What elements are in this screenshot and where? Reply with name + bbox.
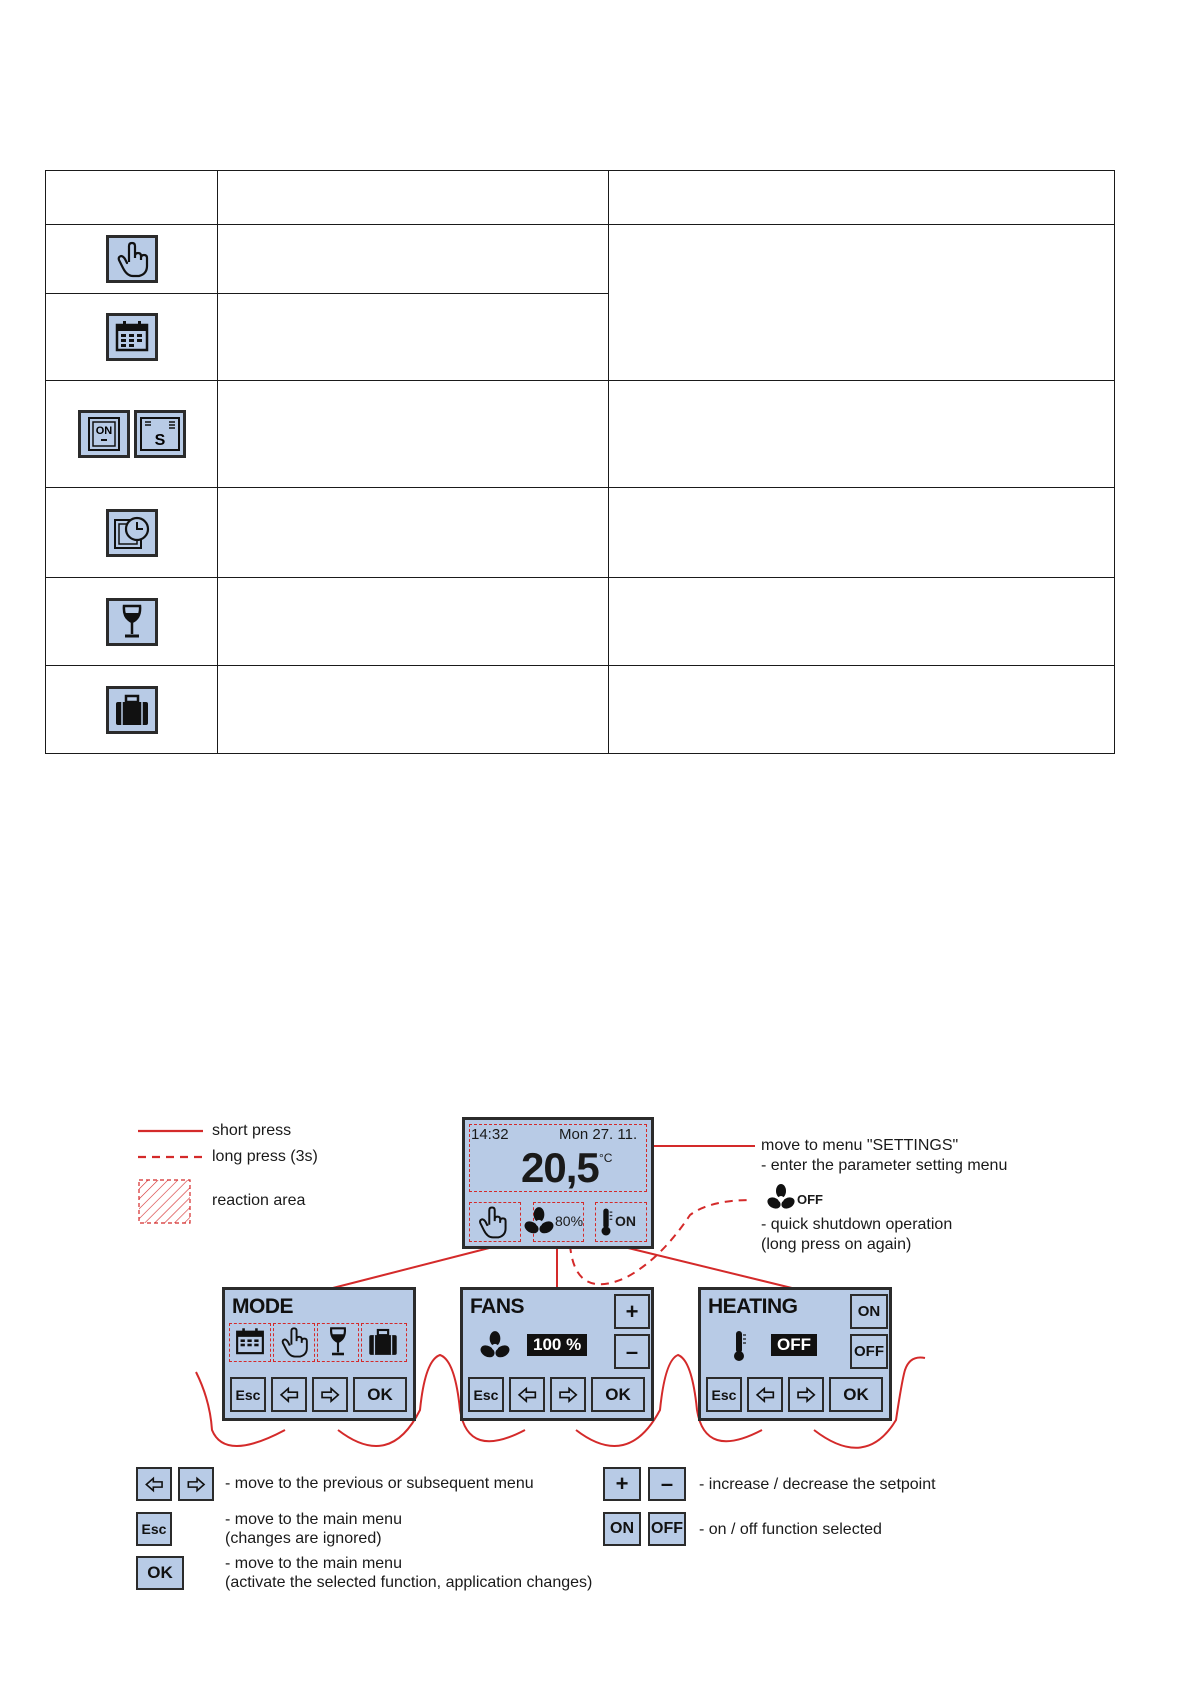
mode-holiday-option[interactable] (361, 1323, 407, 1362)
hand-icon (470, 1203, 514, 1241)
clock-icon (106, 509, 158, 557)
schedule-s-icon (134, 410, 186, 458)
glass-icon (106, 598, 158, 646)
on-icon (78, 410, 130, 458)
ok-explanation-sub: (activate the selected function, application changes) (225, 1574, 593, 1591)
heating-title: HEATING (708, 1295, 798, 1318)
svg-text:S: S (154, 432, 165, 449)
mode-prev-button[interactable] (271, 1377, 307, 1412)
table-row-desc (218, 578, 609, 666)
mode-manual-option[interactable] (273, 1323, 315, 1362)
heating-value: OFF (771, 1334, 817, 1356)
fans-value: 100 % (527, 1334, 587, 1356)
fan-off-label: OFF (797, 1192, 823, 1207)
table-row-desc (218, 381, 609, 488)
legend-on-key: ON (603, 1512, 641, 1546)
quick-shutdown-annotation: - quick shutdown operation (761, 1216, 953, 1233)
table-row-note (609, 578, 1115, 666)
mode-reaction-area[interactable] (469, 1202, 521, 1242)
fans-ok-button[interactable]: OK (591, 1377, 645, 1412)
mode-table (45, 170, 1115, 754)
table-row (46, 225, 1115, 294)
fans-screen (460, 1287, 654, 1421)
mode-calendar-option[interactable] (229, 1323, 271, 1362)
fans-minus-button[interactable]: – (614, 1334, 650, 1369)
suitcase-icon (106, 686, 158, 734)
table-header-row (46, 171, 1115, 225)
clock-time: 14:32 (471, 1126, 509, 1143)
table-header-icon (46, 171, 218, 225)
heating-esc-button[interactable]: Esc (706, 1377, 742, 1412)
heating-prev-button[interactable] (747, 1377, 783, 1412)
ok-explanation: - move to the main menu (225, 1555, 402, 1572)
arrows-explanation: - move to the previous or subsequent menu (225, 1475, 534, 1492)
table-row (46, 488, 1115, 578)
arrow-right-icon (795, 1384, 817, 1406)
thermometer-icon (729, 1328, 749, 1364)
settings-annotation: move to menu "SETTINGS" (761, 1137, 959, 1154)
arrow-left-icon (278, 1384, 300, 1406)
arrow-right-icon (557, 1384, 579, 1406)
table-row-desc (218, 294, 609, 381)
hand-icon (274, 1324, 314, 1360)
thermometer-icon (597, 1206, 615, 1238)
legend-short-press: short press (212, 1122, 292, 1139)
table-row-note (609, 381, 1115, 488)
heating-screen (698, 1287, 892, 1421)
fan-icon (523, 1206, 555, 1238)
arrow-left-icon (754, 1384, 776, 1406)
temperature-unit: °C (599, 1151, 613, 1165)
legend-minus-key: – (648, 1467, 686, 1501)
fans-title: FANS (470, 1295, 525, 1318)
heating-next-button[interactable] (788, 1377, 824, 1412)
table-row-desc (218, 488, 609, 578)
calendar-icon (106, 313, 158, 361)
table-header-description (609, 171, 1115, 225)
hand-icon (106, 235, 158, 283)
table-row-desc (218, 666, 609, 754)
legend-next-key (178, 1467, 214, 1501)
legend-ok-key: OK (136, 1556, 184, 1590)
table-row-desc (218, 225, 609, 294)
table-row (46, 578, 1115, 666)
control-diagram (0, 1100, 1192, 1660)
fans-prev-button[interactable] (509, 1377, 545, 1412)
table-row-note (609, 488, 1115, 578)
table-row (46, 666, 1115, 754)
mode-party-option[interactable] (317, 1323, 359, 1362)
heating-off-button[interactable]: OFF (850, 1334, 888, 1369)
legend-reaction-area: reaction area (212, 1192, 306, 1209)
heating-on-button[interactable]: ON (850, 1294, 888, 1329)
legend-off-key: OFF (648, 1512, 686, 1546)
svg-text:ON: ON (95, 425, 112, 437)
table-row-note (609, 666, 1115, 754)
onoff-explanation: - on / off function selected (699, 1521, 882, 1538)
heating-state: ON (615, 1213, 636, 1229)
date-display: Mon 27. 11. (559, 1126, 638, 1143)
arrow-right-icon (185, 1474, 207, 1495)
fans-plus-button[interactable]: + (614, 1294, 650, 1329)
calendar-icon (230, 1324, 270, 1360)
glass-icon (318, 1324, 358, 1360)
main-screen (462, 1117, 654, 1249)
mode-ok-button[interactable]: OK (353, 1377, 407, 1412)
esc-explanation-sub: (changes are ignored) (225, 1530, 382, 1547)
arrow-left-icon (516, 1384, 538, 1406)
heating-ok-button[interactable]: OK (829, 1377, 883, 1412)
arrow-right-icon (319, 1384, 341, 1406)
arrow-left-icon (143, 1474, 165, 1495)
fan-icon (479, 1330, 511, 1362)
mode-esc-button[interactable]: Esc (230, 1377, 266, 1412)
legend-prev-key (136, 1467, 172, 1501)
legend-esc-key: Esc (136, 1512, 172, 1546)
mode-next-button[interactable] (312, 1377, 348, 1412)
table-row (46, 381, 1115, 488)
table-header-mode (218, 171, 609, 225)
fans-next-button[interactable] (550, 1377, 586, 1412)
fan-value: 80% (555, 1213, 584, 1229)
table-row-note (609, 225, 1115, 381)
mode-screen (222, 1287, 416, 1421)
settings-annotation-sub: - enter the parameter setting menu (761, 1157, 1008, 1174)
temperature-value: 20,5 (521, 1144, 599, 1191)
plusminus-explanation: - increase / decrease the setpoint (699, 1476, 936, 1493)
suitcase-icon (362, 1324, 404, 1360)
esc-explanation: - move to the main menu (225, 1511, 402, 1528)
fan-off-icon (766, 1183, 796, 1213)
legend-plus-key: + (603, 1467, 641, 1501)
quick-shutdown-annotation-sub: (long press on again) (761, 1236, 912, 1253)
fans-esc-button[interactable]: Esc (468, 1377, 504, 1412)
mode-title: MODE (232, 1295, 293, 1318)
legend-long-press: long press (3s) (212, 1148, 318, 1165)
